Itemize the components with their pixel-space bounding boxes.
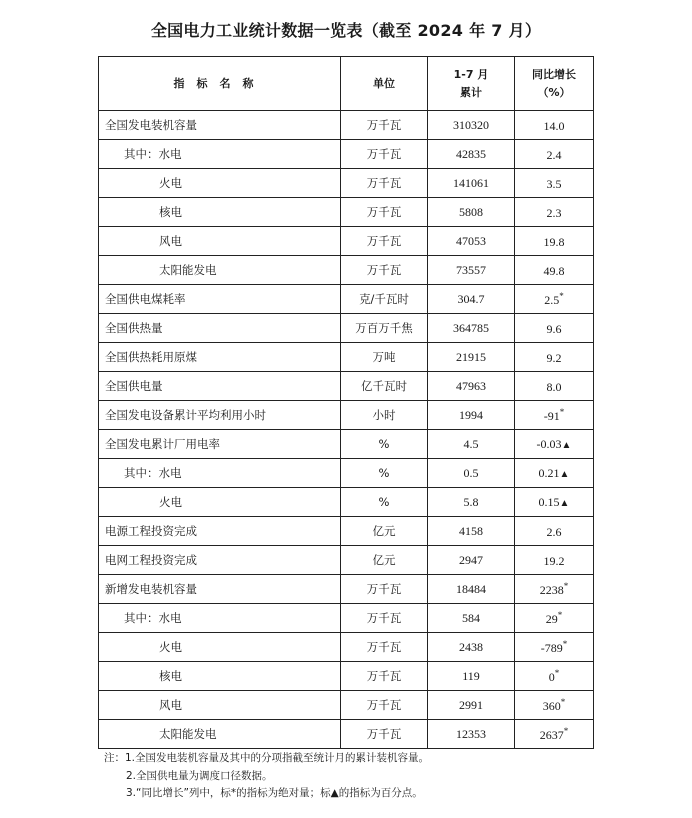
yoy-growth: 0.21▲ (515, 459, 594, 488)
yoy-growth: 9.6 (515, 314, 594, 343)
yoy-mark: * (563, 725, 569, 736)
unit-cell: 克/千瓦时 (341, 285, 428, 314)
cumulative-value: 73557 (428, 256, 515, 285)
yoy-growth: 0* (515, 662, 594, 691)
cumulative-value: 47053 (428, 227, 515, 256)
indicator-name: 其中：水电 (99, 140, 341, 169)
cumulative-value: 1994 (428, 401, 515, 430)
cumulative-value: 18484 (428, 575, 515, 604)
yoy-mark: * (559, 290, 564, 301)
yoy-growth: -789* (515, 633, 594, 662)
indicator-name: 火电 (99, 633, 341, 662)
yoy-growth: 2.6 (515, 517, 594, 546)
table-row (99, 488, 594, 517)
unit-cell: 万千瓦 (341, 662, 428, 691)
indicator-name: 风电 (99, 691, 341, 720)
indicator-name: 其中：水电 (99, 459, 341, 488)
cumulative-value: 4158 (428, 517, 515, 546)
unit-cell: 亿元 (341, 517, 428, 546)
cumulative-value: 141061 (428, 169, 515, 198)
indicator-name: 全国供热耗用原煤 (99, 343, 341, 372)
unit-cell: 万千瓦 (341, 604, 428, 633)
table-row (99, 459, 594, 488)
cumulative-value: 47963 (428, 372, 515, 401)
table-row (99, 314, 594, 343)
table-row (99, 604, 594, 633)
table-row (99, 169, 594, 198)
statistics-table (98, 56, 594, 749)
table-row (99, 633, 594, 662)
table-row (99, 372, 594, 401)
table-header-row (99, 57, 594, 111)
table-row (99, 401, 594, 430)
cumulative-value: 119 (428, 662, 515, 691)
yoy-mark: * (560, 696, 566, 707)
indicator-name: 火电 (99, 169, 341, 198)
indicator-name: 新增发电装机容量 (99, 575, 341, 604)
indicator-name: 全国供电煤耗率 (99, 285, 341, 314)
table-row (99, 198, 594, 227)
cumulative-value: 5808 (428, 198, 515, 227)
indicator-name: 核电 (99, 198, 341, 227)
cumulative-value: 21915 (428, 343, 515, 372)
unit-cell: 万千瓦 (341, 169, 428, 198)
yoy-mark: ▲ (559, 468, 570, 480)
yoy-growth: 49.8 (515, 256, 594, 285)
yoy-growth: 2.4 (515, 140, 594, 169)
footnote-2: 2.全国供电量为调度口径数据。 (126, 769, 273, 782)
unit-cell: % (341, 488, 428, 517)
unit-cell: 万千瓦 (341, 111, 428, 140)
indicator-name: 全国发电设备累计平均利用小时 (99, 401, 341, 430)
unit-cell: 万千瓦 (341, 720, 428, 749)
header-unit: 单位 (341, 57, 428, 111)
yoy-growth: 9.2 (515, 343, 594, 372)
unit-cell: 万千瓦 (341, 575, 428, 604)
table-row (99, 285, 594, 314)
unit-cell: % (341, 430, 428, 459)
indicator-name: 全国发电装机容量 (99, 111, 341, 140)
indicator-name: 全国发电累计厂用电率 (99, 430, 341, 459)
indicator-name: 太阳能发电 (99, 256, 341, 285)
unit-cell: 万千瓦 (341, 140, 428, 169)
indicator-name: 火电 (99, 488, 341, 517)
unit-cell: 万千瓦 (341, 256, 428, 285)
cumulative-value: 584 (428, 604, 515, 633)
yoy-growth: 29* (515, 604, 594, 633)
yoy-mark: ▲ (561, 439, 572, 451)
table-row (99, 343, 594, 372)
cumulative-value: 304.7 (428, 285, 515, 314)
table-row (99, 575, 594, 604)
table-row (99, 256, 594, 285)
yoy-growth: 19.2 (515, 546, 594, 575)
table-row (99, 691, 594, 720)
cumulative-value: 4.5 (428, 430, 515, 459)
indicator-name: 风电 (99, 227, 341, 256)
table-row (99, 227, 594, 256)
yoy-growth: 14.0 (515, 111, 594, 140)
yoy-growth: 0.15▲ (515, 488, 594, 517)
yoy-growth: 8.0 (515, 372, 594, 401)
table-row (99, 720, 594, 749)
yoy-growth: 2.5* (515, 285, 594, 314)
unit-cell: 万千瓦 (341, 198, 428, 227)
yoy-mark: * (563, 580, 569, 591)
yoy-growth: 2.3 (515, 198, 594, 227)
cumulative-value: 2947 (428, 546, 515, 575)
yoy-growth: -0.03▲ (515, 430, 594, 459)
yoy-growth: -91* (515, 401, 594, 430)
indicator-name: 核电 (99, 662, 341, 691)
indicator-name: 全国供电量 (99, 372, 341, 401)
unit-cell: 万千瓦 (341, 691, 428, 720)
cumulative-value: 364785 (428, 314, 515, 343)
unit-cell: 小时 (341, 401, 428, 430)
yoy-growth: 2238* (515, 575, 594, 604)
unit-cell: % (341, 459, 428, 488)
footnotes (104, 750, 429, 803)
yoy-mark: ▲ (559, 497, 570, 509)
yoy-mark: * (557, 609, 563, 620)
header-yoy-growth: 同比增长 （%） (515, 57, 594, 111)
table-row (99, 430, 594, 459)
unit-cell: 万百万千焦 (341, 314, 428, 343)
header-indicator-name: 指标名称 (99, 57, 341, 111)
indicator-name: 太阳能发电 (99, 720, 341, 749)
unit-cell: 亿元 (341, 546, 428, 575)
table-row (99, 140, 594, 169)
yoy-mark: * (562, 638, 568, 649)
table-row (99, 662, 594, 691)
unit-cell: 万千瓦 (341, 227, 428, 256)
cumulative-value: 310320 (428, 111, 515, 140)
yoy-growth: 3.5 (515, 169, 594, 198)
cumulative-value: 42835 (428, 140, 515, 169)
header-cumulative: 1-7 月 累计 (428, 57, 515, 111)
indicator-name: 全国供热量 (99, 314, 341, 343)
unit-cell: 亿千瓦时 (341, 372, 428, 401)
yoy-growth: 19.8 (515, 227, 594, 256)
yoy-growth: 2637* (515, 720, 594, 749)
indicator-name: 电网工程投资完成 (99, 546, 341, 575)
cumulative-value: 12353 (428, 720, 515, 749)
footnote-1: 注：1.全国发电装机容量及其中的分项指截至统计月的累计装机容量。 (104, 752, 430, 764)
yoy-growth: 360* (515, 691, 594, 720)
unit-cell: 万吨 (341, 343, 428, 372)
cumulative-value: 2991 (428, 691, 515, 720)
yoy-mark: * (554, 667, 560, 678)
table-row (99, 546, 594, 575)
cumulative-value: 2438 (428, 633, 515, 662)
page-title: 全国电力工业统计数据一览表（截至 2024 年 7 月） (150, 21, 542, 40)
cumulative-value: 0.5 (428, 459, 515, 488)
indicator-name: 其中：水电 (99, 604, 341, 633)
yoy-mark: * (559, 406, 565, 417)
indicator-name: 电源工程投资完成 (99, 517, 341, 546)
table-row (99, 111, 594, 140)
cumulative-value: 5.8 (428, 488, 515, 517)
unit-cell: 万千瓦 (341, 633, 428, 662)
footnote-3: 3.“同比增长”列中，标*的指标为绝对量；标▲的指标为百分点。 (126, 787, 423, 799)
table-row (99, 517, 594, 546)
